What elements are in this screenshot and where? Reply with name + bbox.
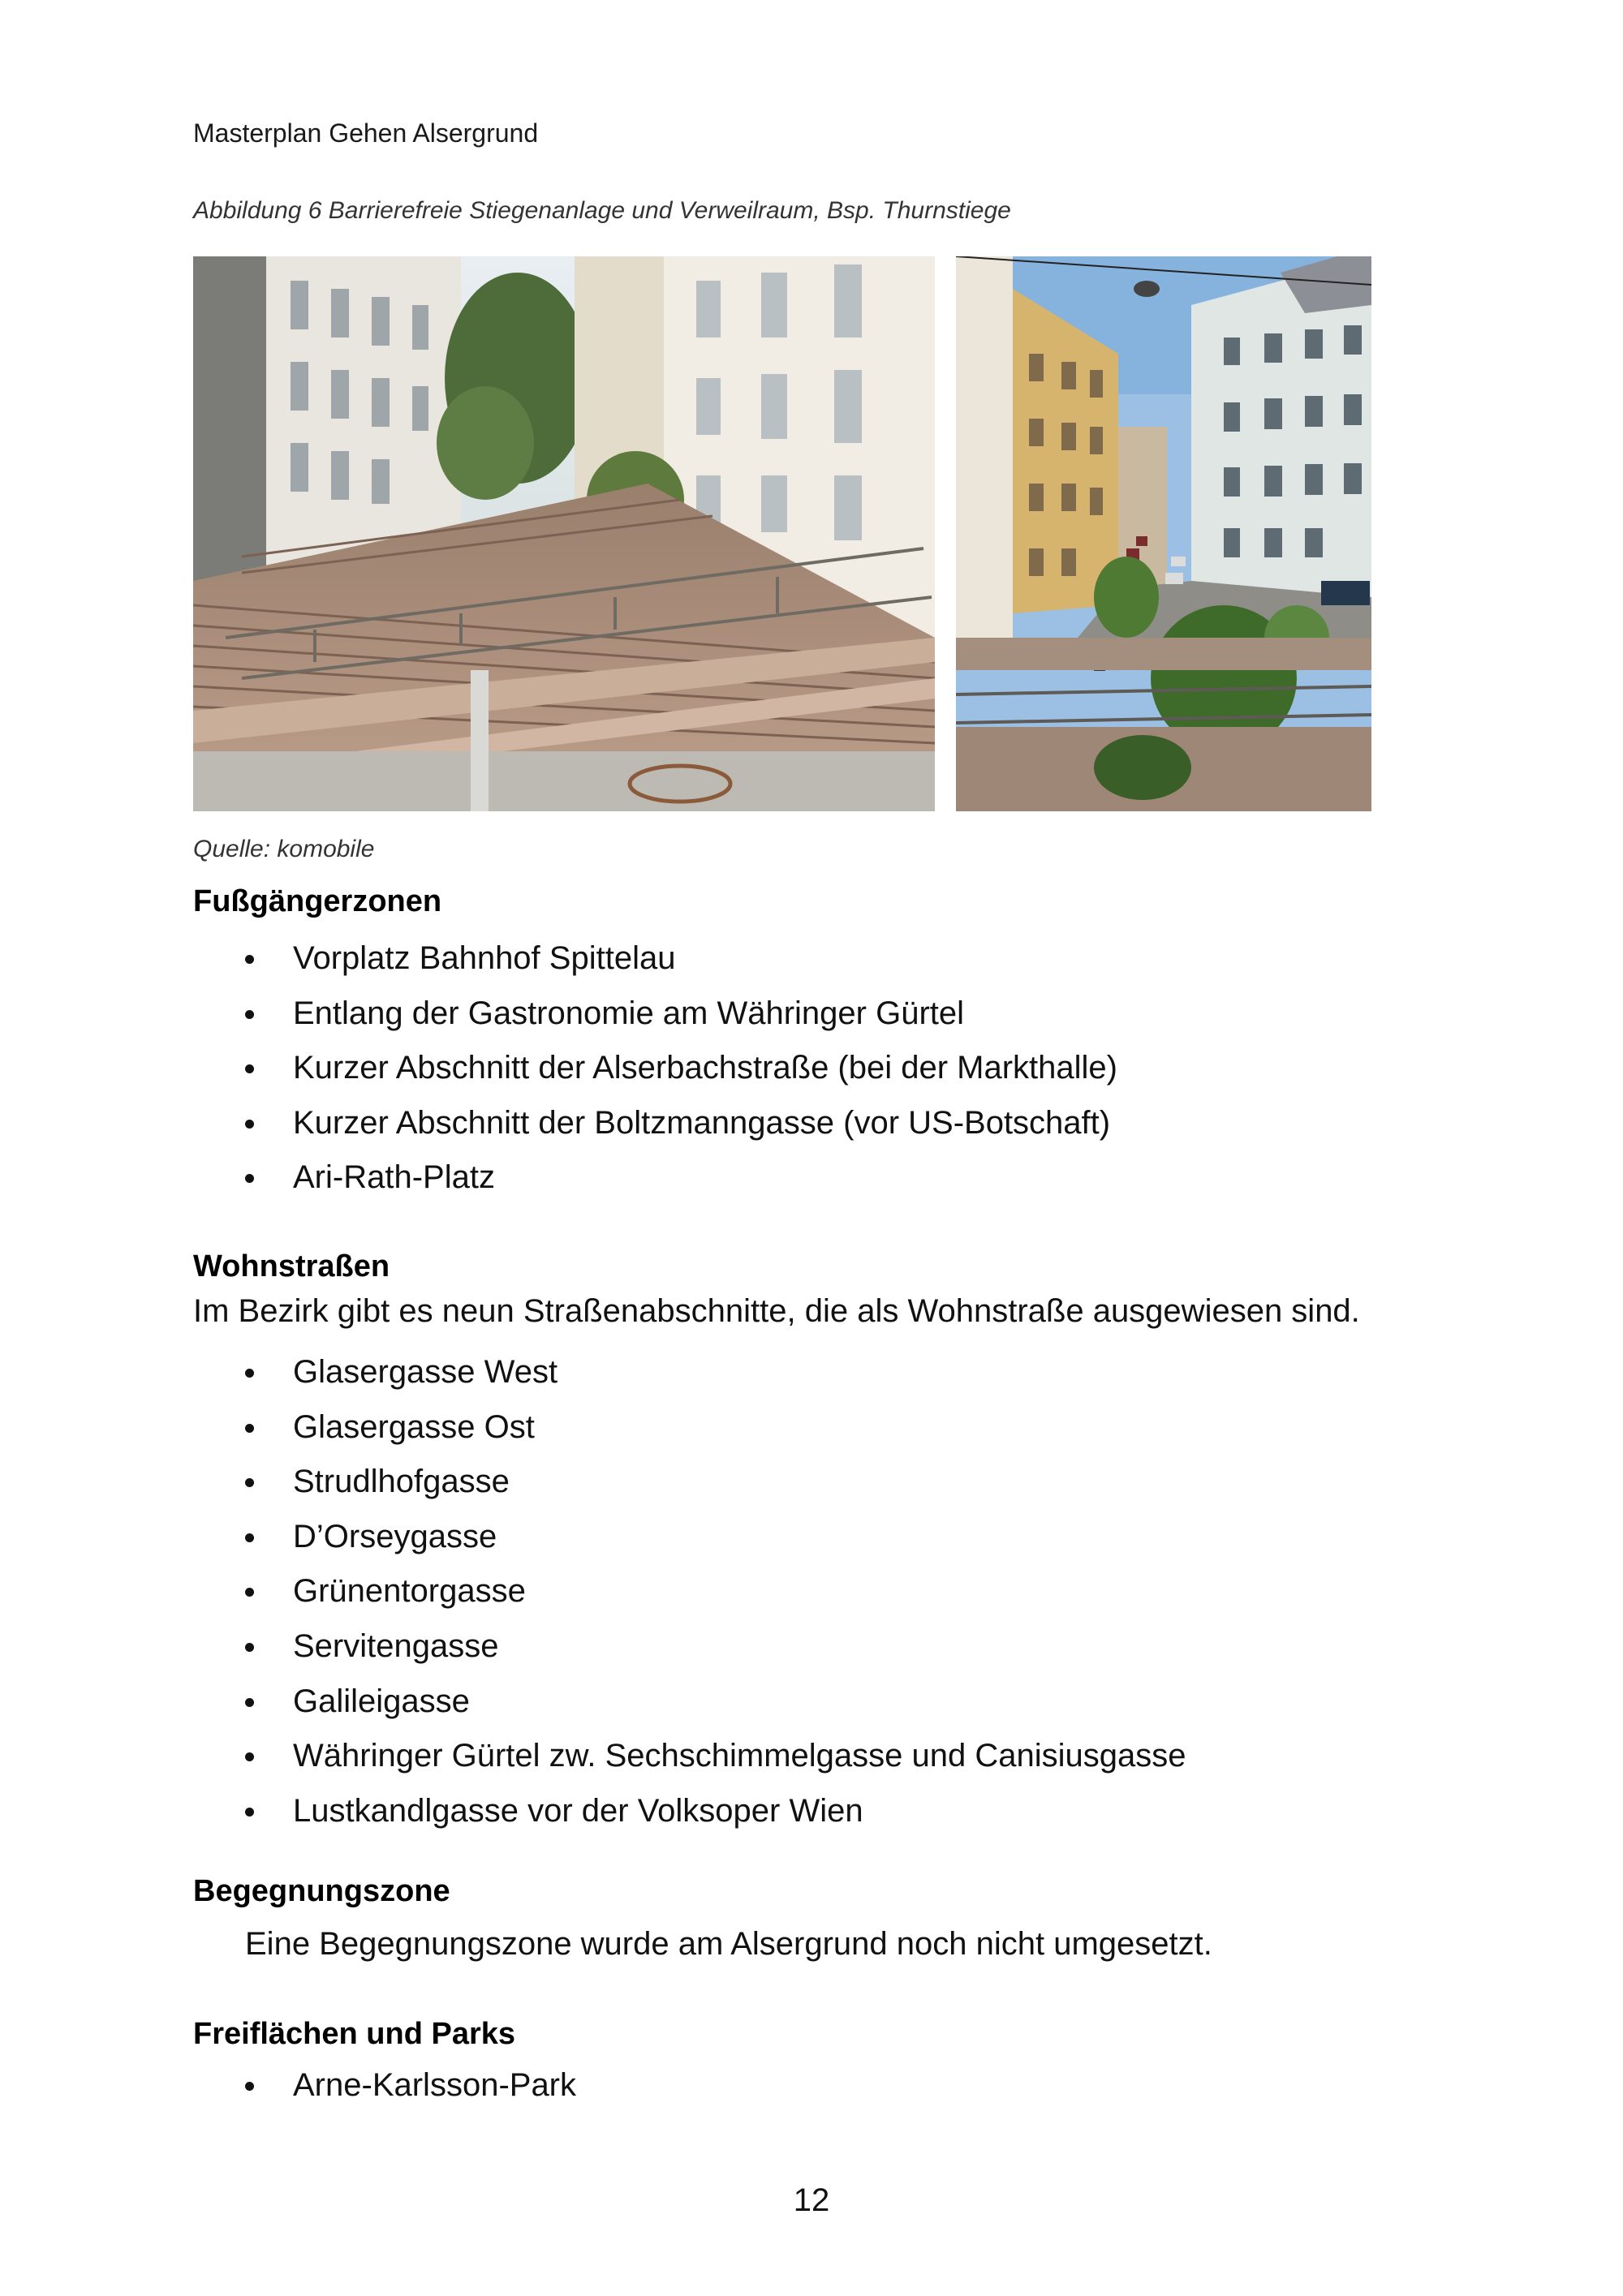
wohnstrassen-intro: Im Bezirk gibt es neun Straßenabschnitte, die als Wohnstraße ausgewiesen sind.	[193, 1293, 1360, 1329]
page-number: 12	[793, 2182, 830, 2218]
thurnstiege-street-view-photo	[956, 256, 1371, 811]
running-header: Masterplan Gehen Alsergrund	[193, 118, 539, 148]
figure-caption: Abbildung 6 Barrierefreie Stiegenanlage und Verweilraum, Bsp. Thurnstiege	[193, 197, 1011, 224]
begegnungszone-text: Eine Begegnungszone wurde am Alsergrund noch nicht umgesetzt.	[245, 1926, 1212, 1962]
heading-freiflaechen: Freiflächen und Parks	[193, 2017, 516, 2051]
heading-fussgaengerzonen: Fußgängerzonen	[193, 884, 442, 918]
document-page: Masterplan Gehen Alsergrund Abbildung 6 Barrierefreie Stiegenanlage und Verweilraum, Bsp. Thurnstiege Quelle: komobile Fußgängerzonen Vorplatz Bahnhof Spittelau Entlang der Gastronomie am Währinger Gürtel Kurzer Abschnitt der Alserbachstraße (bei der Markthalle) Kurzer Abschnitt der Boltzmanngasse (vor US-Botschaft) Ari-Rath-Platz Wohnstraßen Im Bezirk gibt es neun Straßenabschnitte, die als Wohnstraße ausgewiesen sind. Glasergasse West Glasergasse Ost Strudlhofgasse D’Orseygasse Grünentorgasse Servitengasse Galileigasse Währinger Gürtel zw. Sechschimmelgasse und Canisiusgasse Lustkandlgasse vor der Volksoper Wien Begegnungszone Eine Begegnungszone wurde am Alsergrund noch nicht umgesetzt. Freiflächen und Parks Arne-Karlsson-Park 12	[0, 0, 1623, 2296]
heading-wohnstrassen: Wohnstraßen	[193, 1249, 390, 1283]
heading-begegnungszone: Begegnungszone	[193, 1874, 450, 1908]
thurnstiege-stairs-photo	[193, 256, 935, 811]
figure-source: Quelle: komobile	[193, 836, 375, 862]
